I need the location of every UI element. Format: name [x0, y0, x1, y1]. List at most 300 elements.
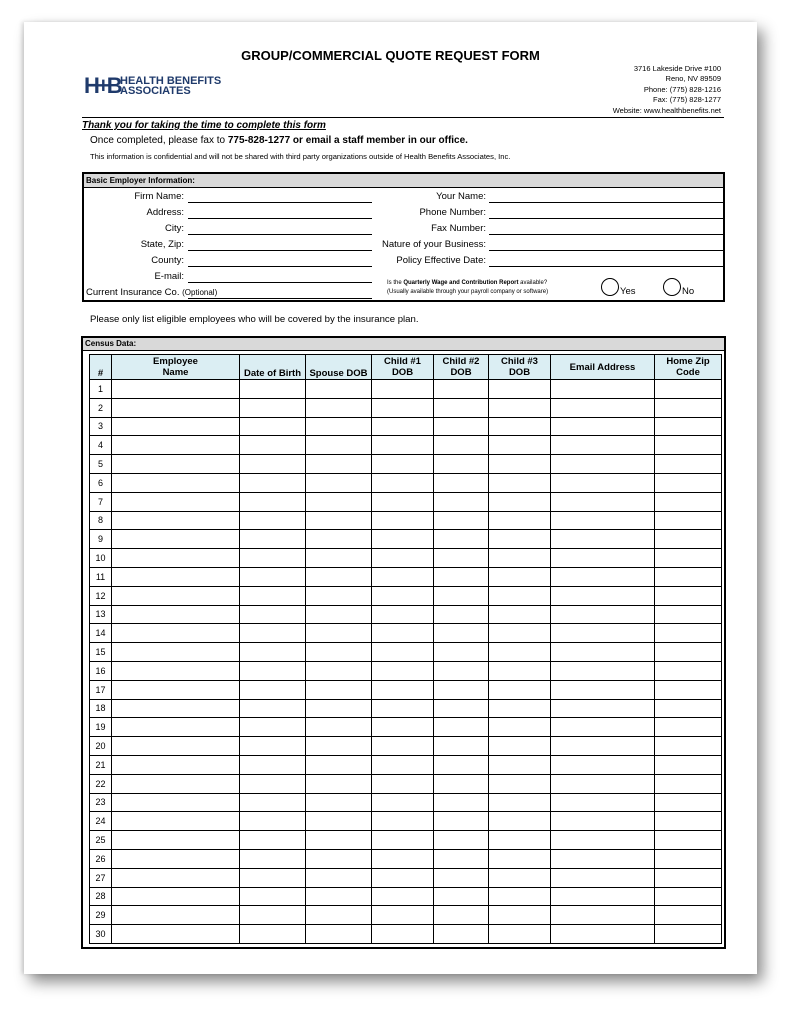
employee-name-cell[interactable] — [112, 530, 240, 549]
child1-dob-cell[interactable] — [372, 699, 434, 718]
home-zip-cell[interactable] — [655, 887, 722, 906]
email-field[interactable] — [188, 281, 372, 283]
child2-dob-cell[interactable] — [434, 774, 489, 793]
child1-dob-cell[interactable] — [372, 718, 434, 737]
row-number: 4 — [90, 436, 112, 455]
spouse-dob-cell[interactable] — [306, 699, 372, 718]
home-zip-cell[interactable] — [655, 812, 722, 831]
home-zip-cell[interactable] — [655, 925, 722, 944]
child1-dob-cell[interactable] — [372, 492, 434, 511]
email-address-cell[interactable] — [551, 567, 655, 586]
city-field[interactable] — [188, 233, 372, 235]
child2-dob-cell[interactable] — [434, 680, 489, 699]
child3-dob-cell[interactable] — [489, 549, 551, 568]
employee-name-cell[interactable] — [112, 812, 240, 831]
email-address-cell[interactable] — [551, 718, 655, 737]
employee-name-cell[interactable] — [112, 680, 240, 699]
home-zip-cell[interactable] — [655, 624, 722, 643]
child1-dob-cell[interactable] — [372, 906, 434, 925]
child2-dob-cell[interactable] — [434, 549, 489, 568]
date-of-birth-cell[interactable] — [240, 661, 306, 680]
child3-dob-cell[interactable] — [489, 380, 551, 399]
table-row — [90, 455, 722, 474]
employee-name-cell[interactable] — [112, 643, 240, 662]
child3-dob-cell[interactable] — [489, 473, 551, 492]
child2-dob-cell[interactable] — [434, 567, 489, 586]
email-address-cell[interactable] — [551, 699, 655, 718]
employee-name-cell[interactable] — [112, 755, 240, 774]
home-zip-cell[interactable] — [655, 473, 722, 492]
email-address-cell[interactable] — [551, 530, 655, 549]
employee-name-cell[interactable] — [112, 849, 240, 868]
child1-dob-cell[interactable] — [372, 380, 434, 399]
home-zip-cell[interactable] — [655, 774, 722, 793]
policy-effective-date-label: Policy Effective Date: — [396, 255, 486, 266]
child1-dob-cell[interactable] — [372, 436, 434, 455]
home-zip-cell[interactable] — [655, 680, 722, 699]
child2-dob-cell[interactable] — [434, 643, 489, 662]
employee-name-cell[interactable] — [112, 624, 240, 643]
child2-dob-cell[interactable] — [434, 812, 489, 831]
email-address-cell[interactable] — [551, 755, 655, 774]
email-address-cell[interactable] — [551, 436, 655, 455]
table-row — [90, 473, 722, 492]
spouse-dob-cell[interactable] — [306, 455, 372, 474]
state-zip-field[interactable] — [188, 249, 372, 251]
home-zip-cell[interactable] — [655, 793, 722, 812]
date-of-birth-cell[interactable] — [240, 793, 306, 812]
child3-dob-cell[interactable] — [489, 398, 551, 417]
child2-dob-cell[interactable] — [434, 398, 489, 417]
home-zip-cell[interactable] — [655, 661, 722, 680]
employee-name-cell[interactable] — [112, 925, 240, 944]
home-zip-cell[interactable] — [655, 586, 722, 605]
child2-dob-cell[interactable] — [434, 624, 489, 643]
home-zip-cell[interactable] — [655, 455, 722, 474]
child1-dob-cell[interactable] — [372, 925, 434, 944]
quarterly-prefix: Is the — [387, 280, 404, 286]
child2-dob-cell[interactable] — [434, 906, 489, 925]
date-of-birth-cell[interactable] — [240, 567, 306, 586]
address-label: Address: — [146, 207, 184, 218]
email-address-cell[interactable] — [551, 417, 655, 436]
row-number: 29 — [90, 906, 112, 925]
child3-dob-cell[interactable] — [489, 455, 551, 474]
spouse-dob-cell[interactable] — [306, 624, 372, 643]
child2-dob-cell[interactable] — [434, 849, 489, 868]
spouse-dob-cell[interactable] — [306, 718, 372, 737]
child1-dob-cell[interactable] — [372, 398, 434, 417]
table-row — [90, 699, 722, 718]
email-address-cell[interactable] — [551, 549, 655, 568]
home-zip-cell[interactable] — [655, 567, 722, 586]
policy-effective-date-field[interactable] — [489, 265, 723, 267]
child2-dob-cell[interactable] — [434, 755, 489, 774]
child3-dob-cell[interactable] — [489, 774, 551, 793]
child2-dob-cell[interactable] — [434, 417, 489, 436]
spouse-dob-cell[interactable] — [306, 661, 372, 680]
employee-name-cell[interactable] — [112, 699, 240, 718]
child2-dob-cell[interactable] — [434, 718, 489, 737]
child1-dob-cell[interactable] — [372, 586, 434, 605]
child1-dob-cell[interactable] — [372, 737, 434, 756]
child3-dob-cell[interactable] — [489, 417, 551, 436]
row-number: 12 — [90, 586, 112, 605]
date-of-birth-cell[interactable] — [240, 398, 306, 417]
spouse-dob-cell[interactable] — [306, 680, 372, 699]
date-of-birth-cell[interactable] — [240, 737, 306, 756]
employee-name-cell[interactable] — [112, 887, 240, 906]
child3-dob-cell[interactable] — [489, 680, 551, 699]
child2-dob-cell[interactable] — [434, 793, 489, 812]
employee-name-cell[interactable] — [112, 455, 240, 474]
child3-dob-cell[interactable] — [489, 605, 551, 624]
home-zip-cell[interactable] — [655, 849, 722, 868]
employee-name-cell[interactable] — [112, 436, 240, 455]
child3-dob-cell[interactable] — [489, 755, 551, 774]
date-of-birth-cell[interactable] — [240, 774, 306, 793]
table-row — [90, 549, 722, 568]
email-address-cell[interactable] — [551, 868, 655, 887]
email-address-cell[interactable] — [551, 774, 655, 793]
row-number: 15 — [90, 643, 112, 662]
child1-dob-cell[interactable] — [372, 774, 434, 793]
employee-name-cell[interactable] — [112, 737, 240, 756]
table-row — [90, 530, 722, 549]
spouse-dob-cell[interactable] — [306, 774, 372, 793]
email-address-cell[interactable] — [551, 473, 655, 492]
email-address-cell[interactable] — [551, 624, 655, 643]
fax-number-field[interactable] — [489, 233, 723, 235]
date-of-birth-cell[interactable] — [240, 812, 306, 831]
spouse-dob-cell[interactable] — [306, 549, 372, 568]
child2-dob-cell[interactable] — [434, 492, 489, 511]
child2-dob-cell[interactable] — [434, 831, 489, 850]
child1-dob-cell[interactable] — [372, 793, 434, 812]
form-page — [24, 22, 757, 974]
firm-name-field[interactable] — [188, 201, 372, 203]
home-zip-cell[interactable] — [655, 755, 722, 774]
home-zip-cell[interactable] — [655, 868, 722, 887]
table-row — [90, 643, 722, 662]
child3-dob-cell[interactable] — [489, 925, 551, 944]
spouse-dob-cell[interactable] — [306, 737, 372, 756]
employee-name-cell[interactable] — [112, 868, 240, 887]
child3-dob-cell[interactable] — [489, 567, 551, 586]
home-zip-cell[interactable] — [655, 699, 722, 718]
employee-name-cell[interactable] — [112, 793, 240, 812]
home-zip-cell[interactable] — [655, 436, 722, 455]
row-number: 25 — [90, 831, 112, 850]
yes-radio[interactable] — [601, 278, 619, 296]
child3-dob-cell[interactable] — [489, 586, 551, 605]
date-of-birth-cell[interactable] — [240, 549, 306, 568]
spouse-dob-cell[interactable] — [306, 831, 372, 850]
quarterly-report-note: (Usually available through your payroll company or software) — [387, 289, 549, 295]
spouse-dob-cell[interactable] — [306, 436, 372, 455]
date-of-birth-cell[interactable] — [240, 849, 306, 868]
phone-number-label: Phone Number: — [419, 207, 486, 218]
email-address-cell[interactable] — [551, 605, 655, 624]
child2-dob-cell[interactable] — [434, 737, 489, 756]
date-of-birth-cell[interactable] — [240, 605, 306, 624]
home-zip-cell[interactable] — [655, 417, 722, 436]
spouse-dob-cell[interactable] — [306, 567, 372, 586]
spouse-dob-cell[interactable] — [306, 511, 372, 530]
current-insurance-field[interactable] — [188, 297, 372, 299]
child3-dob-cell[interactable] — [489, 831, 551, 850]
table-row — [90, 624, 722, 643]
date-of-birth-cell[interactable] — [240, 455, 306, 474]
spouse-dob-cell[interactable] — [306, 398, 372, 417]
county-field[interactable] — [188, 265, 372, 267]
home-zip-cell[interactable] — [655, 398, 722, 417]
col-child2-dob — [434, 355, 489, 380]
child3-dob-cell[interactable] — [489, 906, 551, 925]
col-spouse-dob-label: Spouse DOB — [309, 368, 368, 379]
email-address-cell[interactable] — [551, 398, 655, 417]
spouse-dob-cell[interactable] — [306, 417, 372, 436]
census-header-row — [90, 355, 722, 380]
child1-dob-cell[interactable] — [372, 661, 434, 680]
spouse-dob-cell[interactable] — [306, 887, 372, 906]
employee-name-cell[interactable] — [112, 906, 240, 925]
child3-dob-cell[interactable] — [489, 492, 551, 511]
child1-dob-cell[interactable] — [372, 549, 434, 568]
child3-dob-cell[interactable] — [489, 624, 551, 643]
quarterly-suffix: available? — [518, 280, 548, 286]
home-zip-cell[interactable] — [655, 831, 722, 850]
email-address-cell[interactable] — [551, 586, 655, 605]
child1-dob-cell[interactable] — [372, 643, 434, 662]
spouse-dob-cell[interactable] — [306, 868, 372, 887]
email-address-cell[interactable] — [551, 887, 655, 906]
child1-dob-cell[interactable] — [372, 868, 434, 887]
yes-label: Yes — [620, 286, 636, 297]
date-of-birth-cell[interactable] — [240, 887, 306, 906]
employee-name-cell[interactable] — [112, 567, 240, 586]
email-address-cell[interactable] — [551, 643, 655, 662]
child1-dob-cell[interactable] — [372, 755, 434, 774]
row-number: 26 — [90, 849, 112, 868]
date-of-birth-cell[interactable] — [240, 417, 306, 436]
spouse-dob-cell[interactable] — [306, 906, 372, 925]
spouse-dob-cell[interactable] — [306, 530, 372, 549]
employee-name-cell[interactable] — [112, 831, 240, 850]
date-of-birth-cell[interactable] — [240, 699, 306, 718]
spouse-dob-cell[interactable] — [306, 492, 372, 511]
child3-dob-cell[interactable] — [489, 887, 551, 906]
row-number: 24 — [90, 812, 112, 831]
email-address-cell[interactable] — [551, 906, 655, 925]
child3-dob-cell[interactable] — [489, 812, 551, 831]
table-row — [90, 774, 722, 793]
child2-dob-cell[interactable] — [434, 887, 489, 906]
home-zip-cell[interactable] — [655, 737, 722, 756]
spouse-dob-cell[interactable] — [306, 793, 372, 812]
child1-dob-cell[interactable] — [372, 831, 434, 850]
date-of-birth-cell[interactable] — [240, 868, 306, 887]
your-name-field[interactable] — [489, 201, 723, 203]
employee-name-cell[interactable] — [112, 661, 240, 680]
table-row — [90, 398, 722, 417]
email-address-cell[interactable] — [551, 661, 655, 680]
table-row — [90, 793, 722, 812]
child1-dob-cell[interactable] — [372, 417, 434, 436]
home-zip-cell[interactable] — [655, 380, 722, 399]
child3-dob-cell[interactable] — [489, 530, 551, 549]
child2-dob-cell[interactable] — [434, 868, 489, 887]
table-row — [90, 567, 722, 586]
row-number: 28 — [90, 887, 112, 906]
email-address-cell[interactable] — [551, 380, 655, 399]
date-of-birth-cell[interactable] — [240, 925, 306, 944]
spouse-dob-cell[interactable] — [306, 380, 372, 399]
row-number: 10 — [90, 549, 112, 568]
child2-dob-cell[interactable] — [434, 925, 489, 944]
table-row — [90, 831, 722, 850]
spouse-dob-cell[interactable] — [306, 586, 372, 605]
child3-dob-cell[interactable] — [489, 511, 551, 530]
row-number: 27 — [90, 868, 112, 887]
child2-dob-cell[interactable] — [434, 455, 489, 474]
employee-name-cell[interactable] — [112, 718, 240, 737]
child1-dob-cell[interactable] — [372, 680, 434, 699]
child1-dob-cell[interactable] — [372, 812, 434, 831]
home-zip-cell[interactable] — [655, 549, 722, 568]
child3-dob-cell[interactable] — [489, 793, 551, 812]
spouse-dob-cell[interactable] — [306, 849, 372, 868]
no-radio[interactable] — [663, 278, 681, 296]
spouse-dob-cell[interactable] — [306, 812, 372, 831]
email-address-cell[interactable] — [551, 849, 655, 868]
employee-name-cell[interactable] — [112, 398, 240, 417]
child3-dob-cell[interactable] — [489, 436, 551, 455]
date-of-birth-cell[interactable] — [240, 906, 306, 925]
row-number: 17 — [90, 680, 112, 699]
child1-dob-cell[interactable] — [372, 530, 434, 549]
child3-dob-cell[interactable] — [489, 737, 551, 756]
spouse-dob-cell[interactable] — [306, 473, 372, 492]
date-of-birth-cell[interactable] — [240, 492, 306, 511]
home-zip-cell[interactable] — [655, 605, 722, 624]
row-number: 20 — [90, 737, 112, 756]
child1-dob-cell[interactable] — [372, 849, 434, 868]
email-address-cell[interactable] — [551, 737, 655, 756]
email-address-cell[interactable] — [551, 925, 655, 944]
col-child1-dob-label: Child #1 DOB — [384, 356, 421, 378]
employee-name-cell[interactable] — [112, 511, 240, 530]
email-address-cell[interactable] — [551, 831, 655, 850]
table-row — [90, 605, 722, 624]
date-of-birth-cell[interactable] — [240, 643, 306, 662]
date-of-birth-cell[interactable] — [240, 680, 306, 699]
child3-dob-cell[interactable] — [489, 868, 551, 887]
home-zip-cell[interactable] — [655, 492, 722, 511]
date-of-birth-cell[interactable] — [240, 755, 306, 774]
child3-dob-cell[interactable] — [489, 643, 551, 662]
email-address-cell[interactable] — [551, 455, 655, 474]
spouse-dob-cell[interactable] — [306, 755, 372, 774]
child2-dob-cell[interactable] — [434, 605, 489, 624]
employee-name-cell[interactable] — [112, 774, 240, 793]
home-zip-cell[interactable] — [655, 530, 722, 549]
row-number: 1 — [90, 380, 112, 399]
date-of-birth-cell[interactable] — [240, 586, 306, 605]
child1-dob-cell[interactable] — [372, 624, 434, 643]
date-of-birth-cell[interactable] — [240, 473, 306, 492]
spouse-dob-cell[interactable] — [306, 643, 372, 662]
employee-name-cell[interactable] — [112, 380, 240, 399]
child2-dob-cell[interactable] — [434, 511, 489, 530]
spouse-dob-cell[interactable] — [306, 925, 372, 944]
date-of-birth-cell[interactable] — [240, 380, 306, 399]
child3-dob-cell[interactable] — [489, 699, 551, 718]
employee-name-cell[interactable] — [112, 605, 240, 624]
email-address-cell[interactable] — [551, 511, 655, 530]
home-zip-cell[interactable] — [655, 718, 722, 737]
child3-dob-cell[interactable] — [489, 849, 551, 868]
employee-name-cell[interactable] — [112, 417, 240, 436]
child1-dob-cell[interactable] — [372, 455, 434, 474]
child3-dob-cell[interactable] — [489, 661, 551, 680]
table-row — [90, 680, 722, 699]
child2-dob-cell[interactable] — [434, 380, 489, 399]
spouse-dob-cell[interactable] — [306, 605, 372, 624]
child1-dob-cell[interactable] — [372, 605, 434, 624]
email-address-cell[interactable] — [551, 812, 655, 831]
email-address-cell[interactable] — [551, 492, 655, 511]
instructions — [90, 135, 468, 146]
address-field[interactable] — [188, 217, 372, 219]
row-number: 16 — [90, 661, 112, 680]
col-date-of-birth-label: Date of Birth — [244, 368, 301, 379]
quarterly-bold: Quarterly Wage and Contribution Report — [403, 280, 519, 286]
child1-dob-cell[interactable] — [372, 887, 434, 906]
child1-dob-cell[interactable] — [372, 511, 434, 530]
table-row — [90, 849, 722, 868]
employee-name-cell[interactable] — [112, 586, 240, 605]
date-of-birth-cell[interactable] — [240, 511, 306, 530]
date-of-birth-cell[interactable] — [240, 436, 306, 455]
employee-name-cell[interactable] — [112, 473, 240, 492]
child3-dob-cell[interactable] — [489, 718, 551, 737]
census-body — [90, 380, 722, 944]
email-address-cell[interactable] — [551, 793, 655, 812]
date-of-birth-cell[interactable] — [240, 831, 306, 850]
child2-dob-cell[interactable] — [434, 473, 489, 492]
email-address-cell[interactable] — [551, 680, 655, 699]
employee-name-cell[interactable] — [112, 549, 240, 568]
date-of-birth-cell[interactable] — [240, 718, 306, 737]
phone-number-field[interactable] — [489, 217, 723, 219]
child2-dob-cell[interactable] — [434, 699, 489, 718]
home-zip-cell[interactable] — [655, 643, 722, 662]
home-zip-cell[interactable] — [655, 511, 722, 530]
employee-name-cell[interactable] — [112, 492, 240, 511]
county-label: County: — [151, 255, 184, 266]
date-of-birth-cell[interactable] — [240, 624, 306, 643]
nature-of-business-field[interactable] — [489, 249, 723, 251]
child2-dob-cell[interactable] — [434, 530, 489, 549]
child2-dob-cell[interactable] — [434, 661, 489, 680]
child1-dob-cell[interactable] — [372, 473, 434, 492]
date-of-birth-cell[interactable] — [240, 530, 306, 549]
child2-dob-cell[interactable] — [434, 436, 489, 455]
child1-dob-cell[interactable] — [372, 567, 434, 586]
home-zip-cell[interactable] — [655, 906, 722, 925]
child2-dob-cell[interactable] — [434, 586, 489, 605]
